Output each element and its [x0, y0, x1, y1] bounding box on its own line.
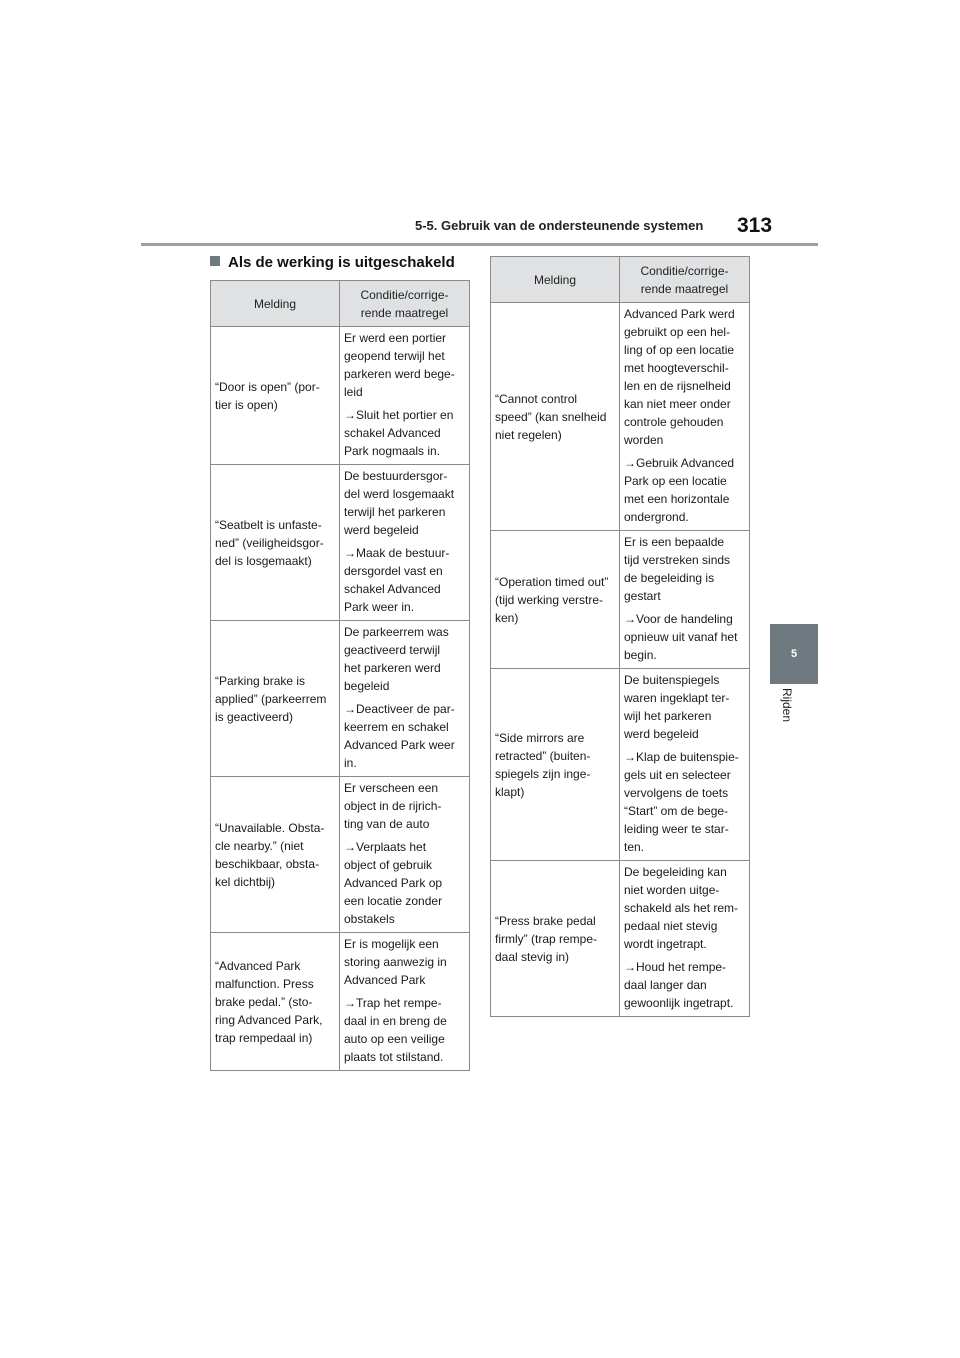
- table-row: [211, 327, 470, 465]
- message-cell: “Press brake pedal firmly” (trap rempe- daal stevig in): [491, 861, 620, 1017]
- chapter-tab[interactable]: [770, 624, 818, 684]
- condition-text: De buitenspiegels waren ingeklapt ter- wijl het parkeren werd begeleid: [624, 673, 730, 741]
- message-cell: “Door is open” (por- tier is open): [211, 327, 340, 465]
- condition-cell: [620, 861, 750, 1017]
- messages-table-right: [490, 256, 750, 1017]
- column-header-message: Melding: [491, 257, 620, 303]
- section-heading: [210, 254, 455, 271]
- table-row: [491, 303, 750, 531]
- chapter-label: Rijden: [780, 688, 794, 723]
- page-number: 313: [737, 214, 773, 237]
- table-row: [491, 531, 750, 669]
- condition-text: De begeleiding kan niet worden uitge- schakeld als het rem- pedaal niet stevig wordt ingetrapt.: [624, 865, 739, 951]
- condition-text: Er werd een portier geopend terwijl het parkeren werd bege- leid: [344, 331, 455, 399]
- table-row: [491, 669, 750, 861]
- message-cell: “Operation timed out” (tijd werking verstre- ken): [491, 531, 620, 669]
- corrective-action-text: →Voor de handeling opnieuw uit vanaf het begin.: [624, 612, 738, 662]
- column-header-condition: Conditie/corrige- rende maatregel: [620, 257, 750, 303]
- table-row: [211, 465, 470, 621]
- condition-cell: [620, 303, 750, 531]
- section-header-title: 5-5. Gebruik van de ondersteunende systemen: [415, 218, 704, 233]
- message-cell: “Parking brake is applied” (parkeerrem is geactiveerd): [211, 621, 340, 777]
- column-header-message: Melding: [211, 281, 340, 327]
- message-cell: “Cannot control speed” (kan snelheid niet regelen): [491, 303, 620, 531]
- condition-text: Advanced Park werd gebruikt op een hel- ling of op een locatie met hoogteverschil- len en de rijsnelheid kan niet meer onder controle gehouden worden: [624, 307, 735, 447]
- condition-cell: [620, 669, 750, 861]
- message-cell: “Seatbelt is unfaste- ned” (veiligheidsgor- del is losgemaakt): [211, 465, 340, 621]
- condition-text: De bestuurdersgor- del werd losgemaakt terwijl het parkeren werd begeleid: [344, 469, 455, 537]
- corrective-action-text: →Deactiveer de par- keerrem en schakel Advanced Park weer in.: [344, 702, 455, 770]
- header-divider: [141, 243, 818, 246]
- condition-text: De parkeerrem was geactiveerd terwijl het parkeren werd begeleid: [344, 625, 449, 693]
- condition-cell: [340, 621, 470, 777]
- condition-cell: [340, 465, 470, 621]
- table-row: [211, 777, 470, 933]
- message-cell: “Side mirrors are retracted” (buiten- spiegels zijn inge- klapt): [491, 669, 620, 861]
- table-row: [211, 621, 470, 777]
- message-cell: “Unavailable. Obsta- cle nearby.” (niet beschikbaar, obsta- kel dichtbij): [211, 777, 340, 933]
- corrective-action-text: →Maak de bestuur- dersgordel vast en schakel Advanced Park weer in.: [344, 546, 450, 614]
- condition-text: Er is mogelijk een storing aanwezig in Advanced Park: [344, 937, 447, 987]
- condition-cell: [340, 327, 470, 465]
- condition-text: Er verscheen een object in de rijrich- ting van de auto: [344, 781, 442, 831]
- table-row: [211, 933, 470, 1071]
- corrective-action-text: →Trap het rempe- daal in en breng de auto op een veilige plaats tot stilstand.: [344, 996, 447, 1064]
- corrective-action-text: →Klap de buitenspie- gels uit en selecteer vervolgens de toets “Start” om de bege- leiding weer te star- ten.: [624, 750, 739, 854]
- messages-table-left: [210, 280, 470, 1071]
- corrective-action-text: →Houd het rempe- daal langer dan gewoonlijk ingetrapt.: [624, 960, 734, 1010]
- section-heading-text: Als de werking is uitgeschakeld: [228, 254, 455, 271]
- chapter-number: 5: [790, 648, 798, 660]
- corrective-action-text: →Sluit het portier en schakel Advanced Park nogmaals in.: [344, 408, 454, 458]
- table-row: [491, 861, 750, 1017]
- condition-cell: [340, 933, 470, 1071]
- message-cell: “Advanced Park malfunction. Press brake pedal.” (sto- ring Advanced Park, trap rempedaal in): [211, 933, 340, 1071]
- condition-cell: [340, 777, 470, 933]
- column-header-condition: Conditie/corrige- rende maatregel: [340, 281, 470, 327]
- condition-cell: [620, 531, 750, 669]
- corrective-action-text: →Gebruik Advanced Park op een locatie met een horizontale ondergrond.: [624, 456, 735, 524]
- square-bullet-icon: [210, 256, 220, 266]
- condition-text: Er is een bepaalde tijd verstreken sinds de begeleiding is gestart: [624, 535, 731, 603]
- corrective-action-text: →Verplaats het object of gebruik Advanced Park op een locatie zonder obstakels: [344, 840, 443, 926]
